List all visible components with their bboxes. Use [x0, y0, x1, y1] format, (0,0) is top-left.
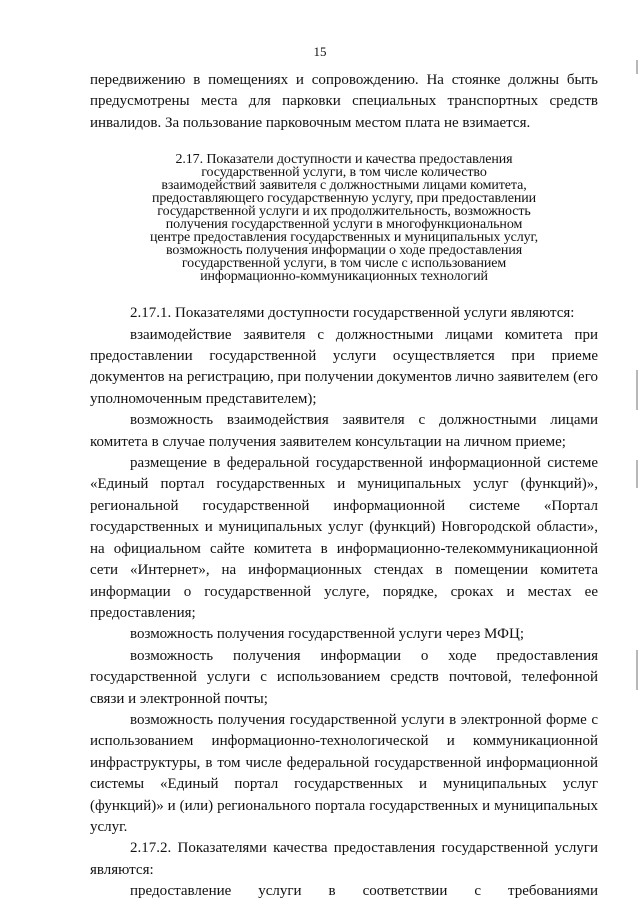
paragraph-progress-info: возможность получения информации о ходе предоставления государственной услуги с использованием средств почтовой, телефонной связи и электронной почты;: [90, 647, 598, 707]
scan-edge-mark: [636, 650, 638, 690]
heading-line: 2.17. Показатели доступности и качества предоставления: [175, 152, 513, 168]
document-body: [90, 70, 598, 903]
scan-edge-mark: [636, 370, 638, 410]
heading-line: взаимодействий заявителя с должностными лицами комитета,: [161, 178, 527, 194]
heading-line: возможность получения информации о ходе предоставления: [165, 243, 523, 259]
heading-line: предоставляющего государственную услугу, при предоставлении: [151, 191, 537, 207]
heading-line: информационно-коммуникационных технологий: [200, 269, 488, 285]
heading-line: государственной услуги, в том числе с использованием: [181, 256, 507, 272]
paragraph-consultation: возможность взаимодействия заявителя с должностными лицами комитета в случае получения заявителем консультации на личном приеме;: [90, 412, 598, 450]
paragraph-placement: размещение в федеральной государственной информационной системе «Единый портал государственных и муниципальных услуг (функций)», региональной государственной информационной системе «Портал государственных и муниципальных услуг (функций) Новгородской области», на официальном сайте комитета в информационно-телекоммуникационной сети «Интернет», на информационных стендах в помещении комитета информации о государственной услуге, порядке, сроках и местах ее предоставления;: [90, 455, 598, 621]
scan-edge-mark: [636, 60, 638, 74]
heading-line: государственной услуги и их продолжительность, возможность: [157, 204, 531, 220]
paragraph-electronic-form: возможность получения государственной услуги в электронной форме с использованием информационно-технологической и коммуникационной инфраструктуры, в том числе федеральной государственной информационной системы «Единый портал государственных и муниципальных услуг (функций)» и (или) регионального портала государственных и муниципальных услуг.: [90, 711, 598, 835]
paragraph-2-17-2: 2.17.2. Показателями качества предоставления государственной услуги являются:: [90, 840, 598, 878]
heading-line: центре предоставления государственных и муниципальных услуг,: [150, 230, 538, 246]
heading-line: государственной услуги, в том числе количество: [201, 165, 487, 181]
heading-line: получения государственной услуги в многофункциональном: [165, 217, 523, 233]
paragraph-2-17-1: 2.17.1. Показателями доступности государственной услуги являются:: [130, 305, 575, 322]
paragraph-mfc: возможность получения государственной услуги через МФЦ;: [130, 626, 525, 643]
section-heading: [130, 153, 558, 283]
intro-paragraph: передвижению в помещениях и сопровождению. На стоянке должны быть предусмотрены места для парковки специальных транспортных средств инвалидов. За пользование парковочным местом плата не взимается.: [90, 72, 598, 131]
page-number: 15: [313, 44, 327, 59]
paragraph-interaction: взаимодействие заявителя с должностными лицами комитета при предоставлении государственной услуги осуществляется при приеме документов на регистрацию, при получении документов лично заявителем (его уполномоченным представителем);: [90, 326, 598, 407]
scan-edge-mark: [636, 460, 638, 488]
paragraph-requirements: предоставление услуги в соответствии с требованиями: [130, 883, 598, 900]
